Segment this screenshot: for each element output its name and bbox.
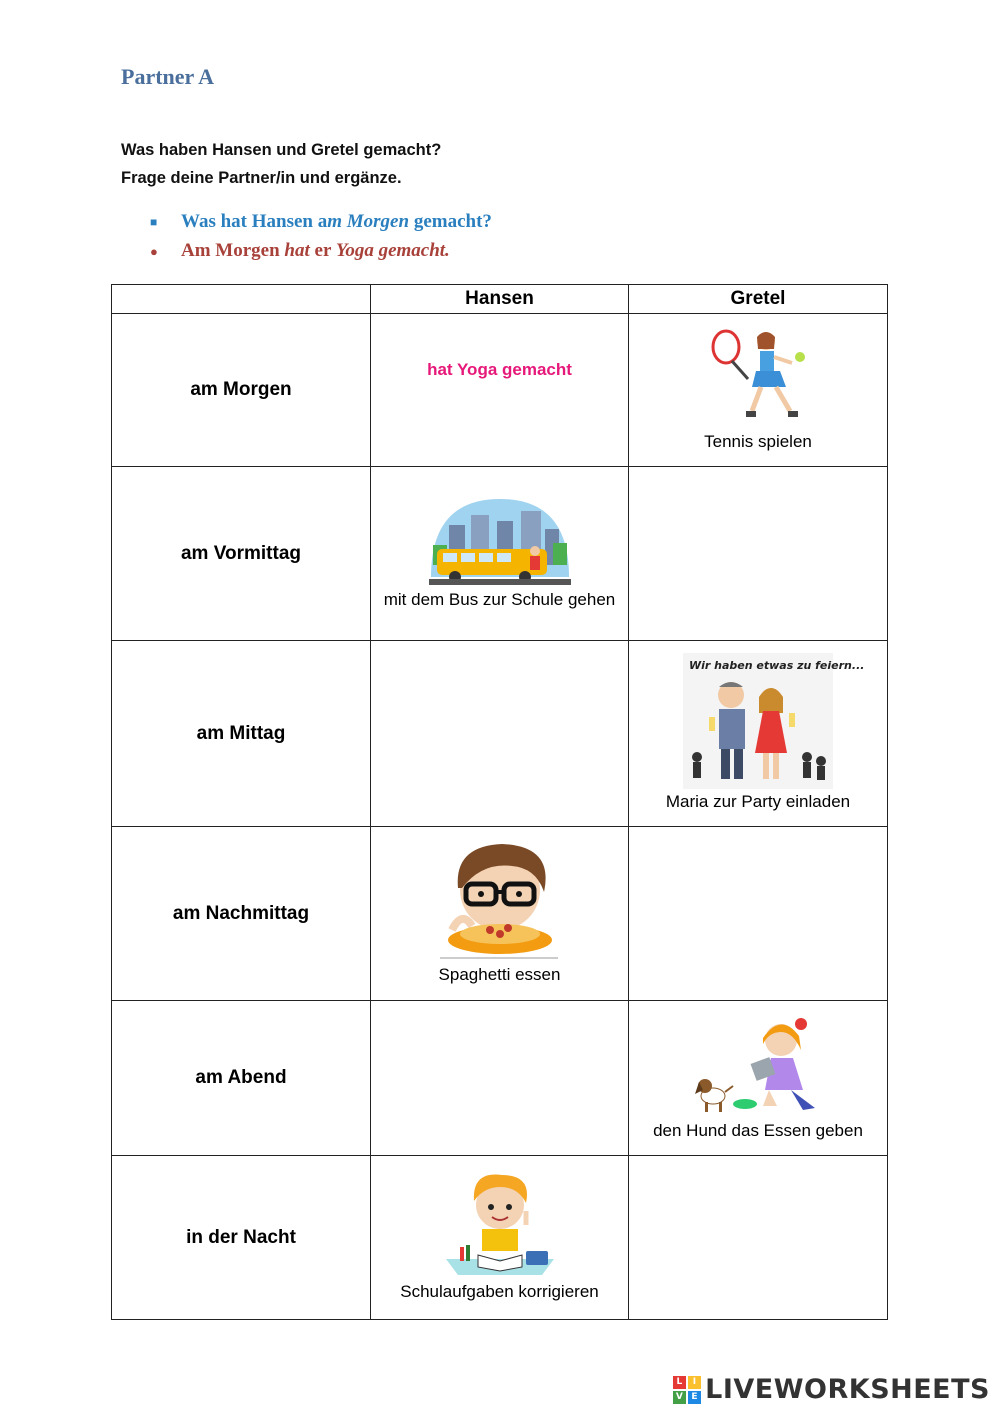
table-row — [112, 314, 888, 467]
activity-table — [111, 284, 888, 1320]
liveworksheets-logo — [673, 1374, 990, 1405]
header-gretel: Gretel — [629, 285, 888, 314]
row-label: am Abend — [112, 1001, 371, 1156]
hansen-cell — [371, 1156, 629, 1320]
tennis-player-icon — [708, 327, 808, 429]
gretel-cell[interactable] — [629, 1156, 888, 1320]
row-label: am Mittag — [112, 641, 371, 827]
activity-caption: den Hund das Essen geben — [653, 1120, 863, 1140]
round-bullet-icon: ● — [150, 243, 158, 259]
instruction-line-1: Was haben Hansen und Gretel gemacht? — [121, 141, 442, 159]
gretel-cell[interactable] — [629, 827, 888, 1001]
girl-feeding-dog-icon — [693, 1014, 823, 1118]
activity-caption: Spaghetti essen — [438, 965, 561, 984]
row-label: am Vormittag — [112, 467, 371, 641]
gretel-cell[interactable] — [629, 467, 888, 641]
activity-caption: mit dem Bus zur Schule gehen — [383, 590, 616, 609]
table-row — [112, 467, 888, 641]
page-title: Partner A — [121, 64, 215, 89]
hansen-cell — [371, 467, 629, 641]
example-answer: ● Am Morgen hat er Yoga gemacht. — [150, 240, 450, 261]
activity-caption: Maria zur Party einladen — [665, 792, 851, 811]
hansen-cell[interactable] — [371, 1001, 629, 1156]
hansen-cell[interactable] — [371, 641, 629, 827]
logo-text: LIVEWORKSHEETS — [705, 1374, 990, 1405]
filled-answer[interactable]: hat Yoga gemacht — [427, 360, 572, 379]
logo-mark-icon: L I V E — [673, 1376, 701, 1404]
table-row — [112, 1001, 888, 1156]
row-label: in der Nacht — [112, 1156, 371, 1320]
table-row — [112, 827, 888, 1001]
hansen-cell — [371, 827, 629, 1001]
gretel-cell — [629, 1001, 888, 1156]
row-label: am Morgen — [112, 314, 371, 467]
party-sign-text: Wir haben etwas zu feiern... — [689, 659, 865, 672]
header-hansen: Hansen — [371, 285, 629, 314]
gretel-cell — [629, 641, 888, 827]
activity-caption: Schulaufgaben korrigieren — [400, 1282, 599, 1301]
instruction-line-2: Frage deine Partner/in und ergänze. — [121, 169, 402, 187]
example-question: ■ Was hat Hansen am Morgen gemacht? — [150, 211, 492, 232]
boy-doing-homework-icon — [442, 1171, 558, 1279]
header-empty — [112, 285, 371, 314]
hansen-cell[interactable] — [371, 314, 629, 467]
gretel-cell — [629, 314, 888, 467]
school-bus-icon — [427, 495, 573, 587]
table-row — [112, 1156, 888, 1320]
party-couple-icon — [683, 653, 865, 789]
row-label: am Nachmittag — [112, 827, 371, 1001]
activity-caption: Tennis spielen — [704, 431, 812, 451]
square-bullet-icon: ■ — [150, 215, 158, 230]
table-header-row — [112, 285, 888, 314]
table-row — [112, 641, 888, 827]
boy-eating-spaghetti-icon — [432, 840, 568, 962]
